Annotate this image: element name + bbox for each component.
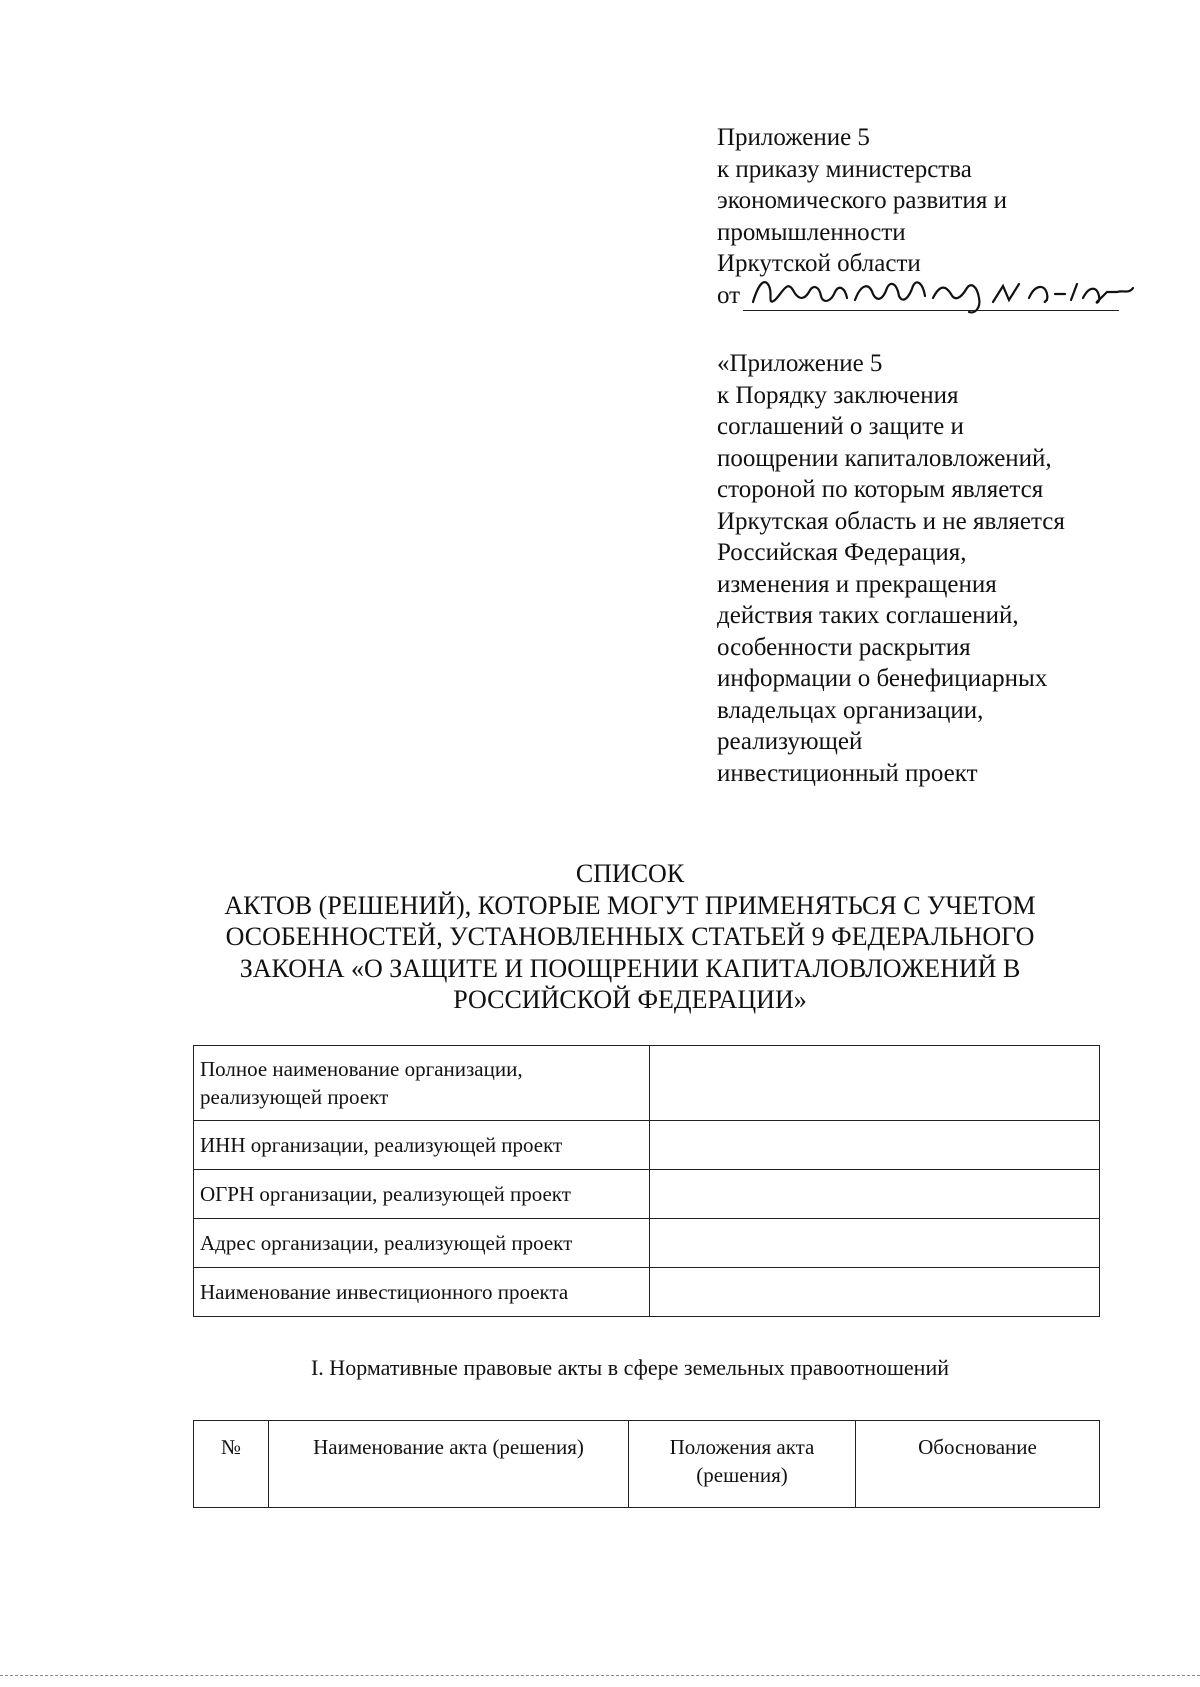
header-line: промышленности: [717, 218, 906, 246]
row-label: ОГРН организации, реализующей проект: [194, 1170, 650, 1219]
order-date-line: [717, 280, 1147, 316]
handwritten-date-signature: [747, 272, 1137, 316]
table-row: [194, 1219, 1100, 1268]
order-header: [717, 122, 1147, 316]
table-row: [194, 1268, 1100, 1317]
appendix-line: Российская Федерация,: [717, 539, 967, 566]
appendix-line: соглашений о защите и: [717, 413, 964, 440]
header-line: Иркутской области: [717, 250, 921, 277]
row-label: Полное наименование организации, реализующей проект: [194, 1046, 650, 1121]
title-line: АКТОВ (РЕШЕНИЙ), КОТОРЫЕ МОГУТ ПРИМЕНЯТЬСЯ С УЧЕТОМ: [224, 890, 1036, 920]
column-header-act-name: Наименование акта (решения): [269, 1421, 629, 1508]
appendix-line: реализующей: [717, 728, 863, 755]
table-header-row: [194, 1421, 1100, 1508]
column-header-justification: Обоснование: [856, 1421, 1100, 1508]
appendix-line: «Приложение 5: [717, 350, 883, 377]
row-label: Адрес организации, реализующей проект: [194, 1219, 650, 1268]
appendix-line: действия таких соглашений,: [717, 602, 1019, 629]
acts-table: [193, 1420, 1100, 1508]
header-line: к приказу министерства: [717, 155, 972, 183]
title-line: РОССИЙСКОЙ ФЕДЕРАЦИИ»: [453, 985, 807, 1014]
section-title: I. Нормативные правовые акты в сфере земельных правоотношений: [310, 1355, 950, 1380]
header-line: экономического развития и: [717, 187, 1007, 214]
title-line: ЗАКОНА «О ЗАЩИТЕ И ПООЩРЕНИИ КАПИТАЛОВЛОЖЕНИЙ В: [239, 953, 1021, 983]
header-line: Приложение 5: [717, 124, 870, 151]
appendix-line: Иркутская область и не является: [717, 507, 1065, 535]
table-row: [194, 1121, 1100, 1170]
appendix-line: поощрении капиталовложений,: [717, 444, 1052, 472]
appendix-line: информации о бенефициарных: [717, 665, 1048, 692]
appendix-line: инвестиционный проект: [717, 759, 978, 787]
from-label: от: [717, 281, 741, 309]
document-title: [190, 858, 1070, 1016]
appendix-line: владельцах организации,: [717, 696, 984, 724]
row-value-cell: [650, 1219, 1100, 1268]
appendix-line: особенности раскрытия: [717, 633, 971, 661]
organization-info-table: [193, 1045, 1100, 1317]
table-row: [194, 1170, 1100, 1219]
title-line: СПИСОК: [575, 859, 685, 888]
row-value-cell: [650, 1046, 1100, 1121]
appendix-line: стороной по которым является: [717, 476, 1044, 503]
row-value-cell: [650, 1170, 1100, 1219]
page-bottom-rule: [0, 1675, 1200, 1676]
title-line: ОСОБЕННОСТЕЙ, УСТАНОВЛЕННЫХ СТАТЬЕЙ 9 ФЕДЕРАЛЬНОГО: [225, 922, 1035, 951]
row-value-cell: [650, 1121, 1100, 1170]
column-header-number: №: [194, 1421, 269, 1508]
row-value-cell: [650, 1268, 1100, 1317]
appendix-line: изменения и прекращения: [717, 570, 997, 598]
row-label: Наименование инвестиционного проекта: [194, 1268, 650, 1317]
table-row: [194, 1046, 1100, 1121]
column-header-act-provisions: Положения акта (решения): [629, 1421, 856, 1508]
appendix-line: к Порядку заключения: [717, 381, 959, 409]
row-label: ИНН организации, реализующей проект: [194, 1121, 650, 1170]
appendix-header: [717, 348, 1147, 789]
